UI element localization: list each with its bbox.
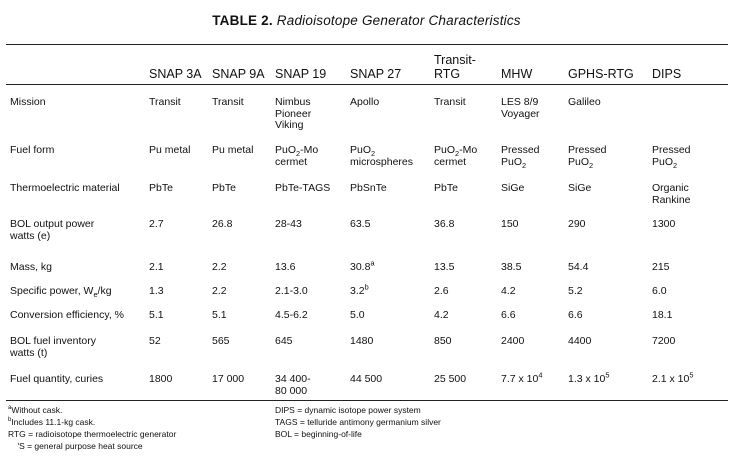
table-cell: 30.8$^a$ — [350, 258, 375, 273]
table-cell: 2.1 — [149, 261, 164, 273]
table-cell: PbTe — [212, 182, 236, 194]
row-label: Conversion efficiency, % — [10, 309, 124, 321]
table-cell: 5.1 — [212, 309, 227, 321]
table-cell: 4.2 — [434, 309, 449, 321]
table-cell: 28-43 — [275, 218, 302, 230]
table-cell: 2.1-3.0 — [275, 285, 308, 297]
table-cell: SiGe — [501, 182, 525, 194]
table-cell: 17 000 — [212, 373, 245, 385]
table-cell: 6.6 — [568, 309, 583, 321]
table-cell: 38.5 — [501, 261, 522, 273]
table-cell: PbTe — [149, 182, 173, 194]
table-cell: Galileo — [568, 96, 601, 108]
table-cell: 6.0 — [652, 285, 667, 297]
table-cell: 7.7 x $10^4$ — [501, 370, 543, 385]
table-caption: Radioisotope Generator Characteristics — [276, 13, 521, 28]
column-header: Transit- RTG — [434, 53, 476, 81]
row-label: Thermoelectric material — [10, 182, 120, 194]
table-cell: 54.4 — [568, 261, 589, 273]
row-label: Specific power, $W_e/kg$ — [10, 285, 112, 300]
column-header: SNAP 9A — [212, 67, 265, 81]
column-header: DIPS — [652, 67, 682, 81]
table-cell: 1.3 — [149, 285, 164, 297]
row-label: BOL output power watts (e) — [10, 218, 95, 242]
table-cell: 2.2 — [212, 261, 227, 273]
table-cell: 1.3 x $10^5$ — [568, 370, 610, 385]
abbreviation-note: DIPS = dynamic isotope power system — [275, 405, 421, 415]
table-cell: 4.2 — [501, 285, 516, 297]
table-cell: 850 — [434, 335, 452, 347]
table-cell: Pressed PuO$_2$ — [652, 144, 691, 170]
table-cell: 645 — [275, 335, 293, 347]
table-cell: PbTe-TAGS — [275, 182, 331, 194]
table-cell: 1480 — [350, 335, 374, 347]
table-cell: LES 8/9 Voyager — [501, 96, 540, 120]
row-label: BOL fuel inventory watts (t) — [10, 335, 96, 359]
table-cell: 7200 — [652, 335, 676, 347]
table-cell: Pu metal — [212, 144, 254, 156]
table-cell: 13.5 — [434, 261, 455, 273]
table-cell: 25 500 — [434, 373, 467, 385]
table-cell: 2.7 — [149, 218, 164, 230]
footnote: 'S = general purpose heat source — [8, 441, 143, 451]
table-cell: 5.2 — [568, 285, 583, 297]
row-label: Mission — [10, 96, 46, 108]
row-label: Fuel quantity, curies — [10, 373, 104, 385]
table-cell: PuO$_2$ microspheres — [350, 144, 414, 168]
table-cell: 26.8 — [212, 218, 233, 230]
table-cell: Transit — [212, 96, 244, 108]
table-cell: 4400 — [568, 335, 592, 347]
table-cell: Pressed PuO$_2$ — [501, 144, 540, 170]
table-number: TABLE 2. — [212, 13, 273, 28]
table-cell: 6.6 — [501, 309, 516, 321]
abbreviation-note: BOL = beginning-of-life — [275, 429, 362, 439]
table-cell: 5.0 — [350, 309, 365, 321]
table-cell: 13.6 — [275, 261, 296, 273]
table-cell: SiGe — [568, 182, 592, 194]
column-header: SNAP 27 — [350, 67, 402, 81]
footnote: $^a$Without cask. — [8, 405, 63, 415]
table-cell: 2.6 — [434, 285, 449, 297]
table-cell: Apollo — [350, 96, 380, 108]
table-cell: 52 — [149, 335, 161, 347]
table-cell: 215 — [652, 261, 670, 273]
column-header: MHW — [501, 67, 533, 81]
column-header: SNAP 3A — [149, 67, 202, 81]
bottom-rule — [6, 400, 728, 401]
table-cell: Nimbus Pioneer Viking — [275, 96, 312, 131]
table-cell: 565 — [212, 335, 230, 347]
table-cell: 18.1 — [652, 309, 673, 321]
table-cell: 2400 — [501, 335, 525, 347]
table-cell: 1300 — [652, 218, 676, 230]
table-cell: 2.1 x $10^5$ — [652, 370, 694, 385]
table-cell: PuO$_2$-Mo cermet — [275, 144, 319, 168]
table-cell: Organic Rankine — [652, 182, 691, 206]
row-label: Mass, kg — [10, 261, 53, 273]
table-cell: 63.5 — [350, 218, 371, 230]
table-cell: 1800 — [149, 373, 173, 385]
table-cell: 2.2 — [212, 285, 227, 297]
table-cell: 290 — [568, 218, 586, 230]
column-header: SNAP 19 — [275, 67, 327, 81]
table-cell: PbSnTe — [350, 182, 387, 194]
table-cell: PuO$_2$-Mo cermet — [434, 144, 478, 168]
row-label: Fuel form — [10, 144, 55, 156]
header-rule — [6, 84, 728, 85]
table-cell: Pressed PuO$_2$ — [568, 144, 607, 170]
table-cell: 44 500 — [350, 373, 383, 385]
table-cell: Transit — [434, 96, 466, 108]
column-header: GPHS-RTG — [568, 67, 634, 81]
top-rule — [6, 44, 728, 45]
table-cell: 4.5-6.2 — [275, 309, 308, 321]
table-cell: Transit — [149, 96, 181, 108]
table-cell: 5.1 — [149, 309, 164, 321]
table-cell: 34 400- 80 000 — [275, 373, 311, 397]
table-cell: 150 — [501, 218, 519, 230]
abbreviation-note: TAGS = telluride antimony germanium silver — [275, 417, 441, 427]
table-cell: Pu metal — [149, 144, 191, 156]
footnote: $^b$Includes 11.1-kg cask. — [8, 417, 96, 427]
table-title — [0, 13, 733, 28]
footnote: RTG = radioisotope thermoelectric generator — [8, 429, 177, 439]
table-cell: PbTe — [434, 182, 458, 194]
table-cell: 36.8 — [434, 218, 455, 230]
table-cell: 3.2$^b$ — [350, 282, 369, 297]
